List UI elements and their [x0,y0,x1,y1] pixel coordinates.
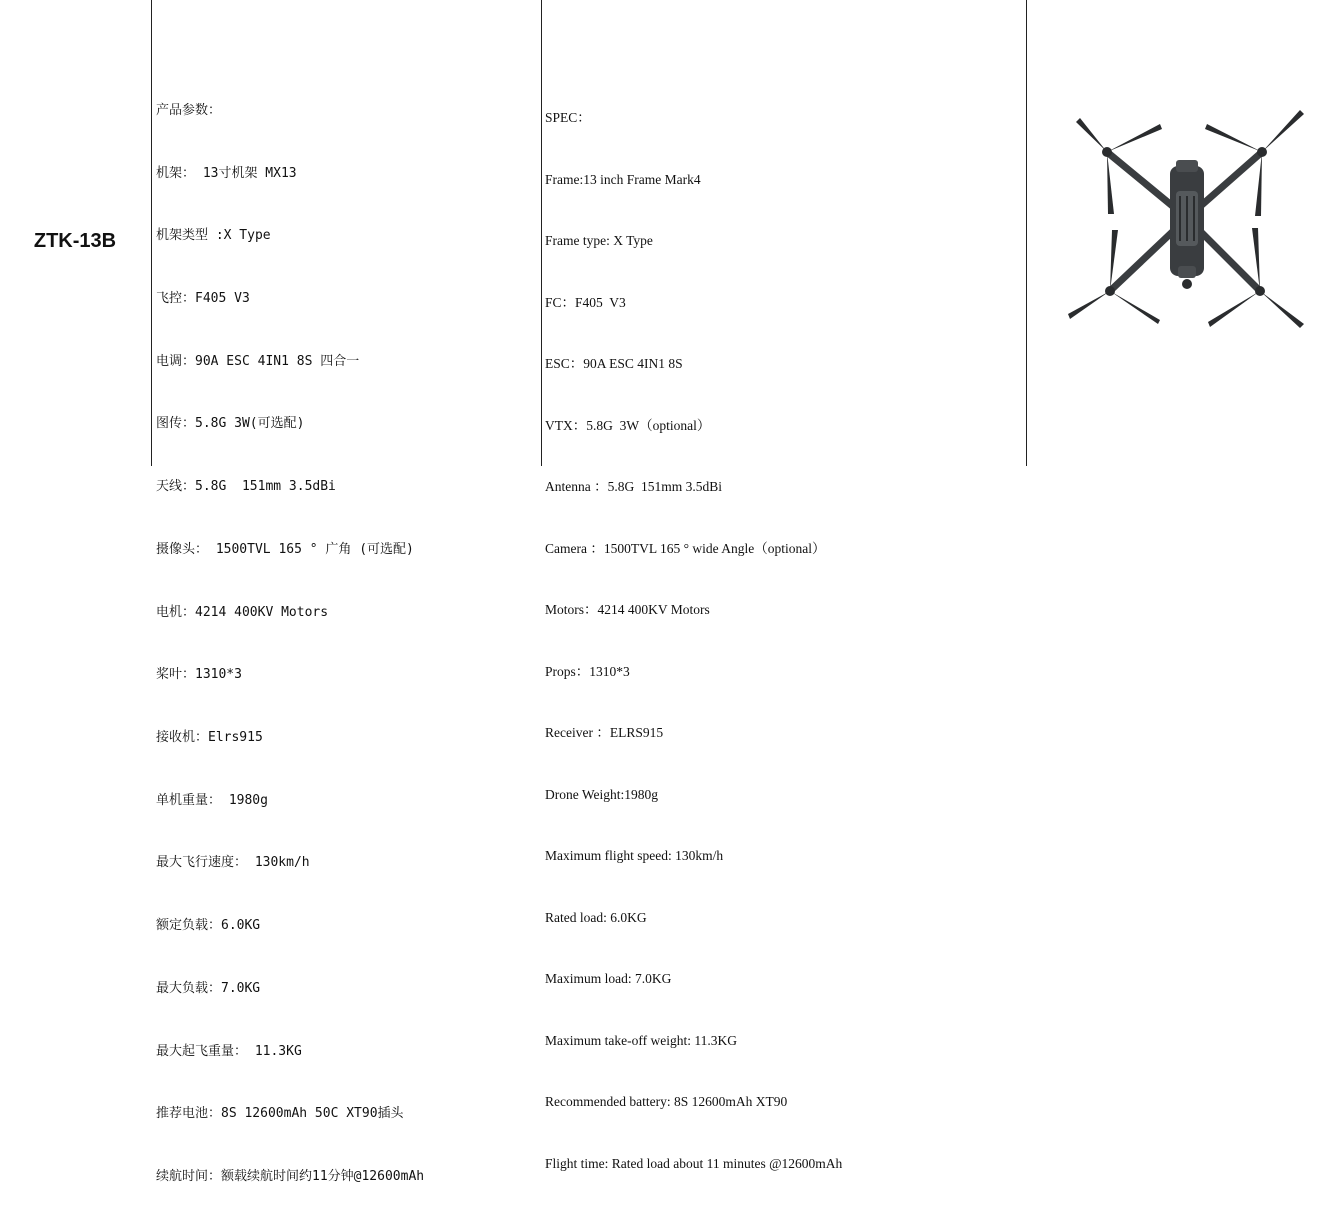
drone-image [1062,96,1312,341]
column-divider-1 [151,0,152,466]
spec-en-line: Frame:13 inch Frame Mark4 [545,171,701,187]
spec-en-line: SPEC： [545,110,591,125]
spec-list-english [545,67,842,1195]
spec-cn-line: 产品参数： [156,102,222,118]
column-divider-2 [541,0,542,466]
spec-en-line: Maximum flight speed: 130km/h [545,848,724,863]
spec-cn-line: 最大起飞重量： 11.3KG [156,1043,302,1059]
spec-cn-line: 机架类型 :X Type [156,228,271,244]
spec-en-line: Maximum take-off weight: 11.3KG [545,1032,737,1048]
spec-cn-line: 天线：5.8G 151mm 3.5dBi [156,479,336,495]
spec-cn-line: 最大负载：7.0KG [156,980,261,996]
spec-list-chinese [156,59,424,1209]
spec-cn-line: 单机重量： 1980g [156,792,268,808]
spec-en-line: ESC：90A ESC 4IN1 8S [545,356,683,371]
spec-cn-line: 续航时间：额载续航时间约11分钟@12600mAh [156,1169,425,1185]
spec-cn-line: 推荐电池：8S 12600mAh 50C XT90插头 [156,1106,404,1122]
drone-body [1170,160,1204,289]
column-divider-3 [1026,0,1027,466]
spec-cn-line: 图传：5.8G 3W(可选配) [156,416,305,432]
spec-en-line: VTX：5.8G 3W（optional） [545,417,711,433]
spec-cn-line: 额定负载：6.0KG [156,918,261,934]
spec-en-line: Recommended battery: 8S 12600mAh XT90 [545,1094,788,1109]
spec-cn-line: 机架： 13寸机架 MX13 [156,165,297,181]
spec-cn-line: 飞控：F405 V3 [156,290,250,306]
spec-en-line: Props：1310*3 [545,663,630,679]
spec-cn-line: 摄像头： 1500TVL 165 ° 广角 (可选配) [156,541,414,557]
spec-en-line: Camera ：1500TVL 165 ° wide Angle（optional） [545,540,826,556]
spec-cn-line: 接收机：Elrs915 [156,730,263,745]
spec-en-line: Frame type: X Type [545,233,653,248]
spec-en-line: Flight time: Rated load about 11 minutes @12600mAh [545,1155,843,1171]
propeller-rear-right [1208,228,1304,328]
spec-en-line: Maximum load: 7.0KG [545,971,672,986]
spec-en-line: FC：F405 V3 [545,294,626,310]
spec-cn-line: 桨叶：1310*3 [156,667,242,683]
model-name: ZTK-13B [33,230,117,252]
spec-cn-line: 电调：90A ESC 4IN1 8S 四合一 [156,353,360,369]
spec-en-line: Antenna ：5.8G 151mm 3.5dBi [545,479,722,494]
spec-en-line: Rated load: 6.0KG [545,909,647,925]
spec-en-line: Receiver ：ELRS915 [545,725,664,740]
spec-en-line: Motors：4214 400KV Motors [545,602,710,617]
propeller-rear-left [1068,230,1160,324]
spec-cn-line: 最大飞行速度： 130km/h [156,855,310,871]
spec-en-line: Drone Weight:1980g [545,786,659,802]
spec-cn-line: 电机：4214 400KV Motors [156,604,329,620]
